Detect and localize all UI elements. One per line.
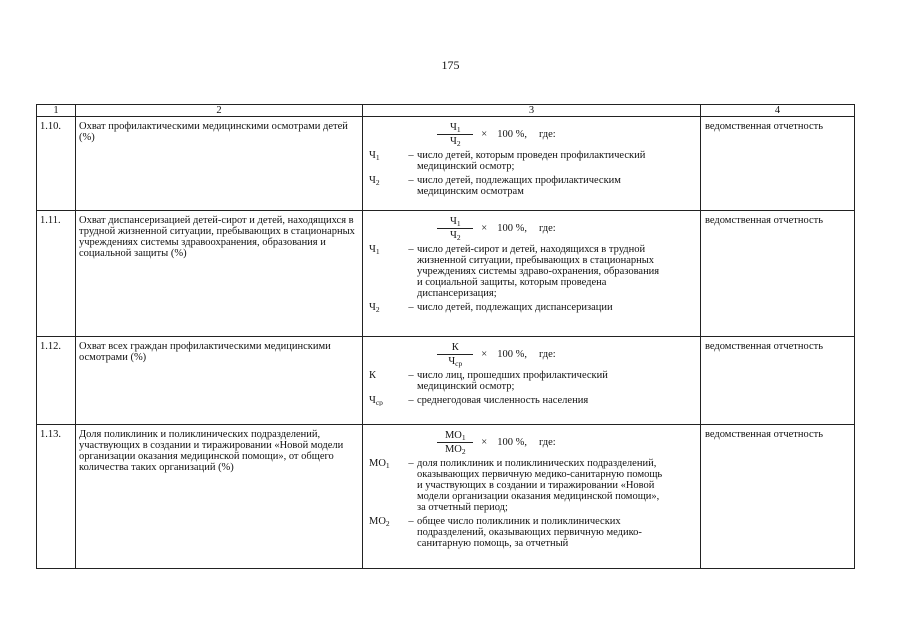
definition [369, 516, 694, 549]
percent-factor: 100 %, [497, 437, 527, 448]
data-source: ведомственная отчетность [701, 117, 855, 211]
row-number: 1.12. [37, 337, 76, 425]
data-source: ведомственная отчетность [701, 337, 855, 425]
definition-dash: – [408, 370, 414, 381]
row-number: 1.13. [37, 425, 76, 569]
percent-factor: 100 %, [497, 223, 527, 234]
definition [369, 302, 694, 313]
definition-symbol: $Ч_2$ [369, 302, 380, 313]
table-row [37, 425, 855, 569]
denominator: $МО_2$ [444, 444, 466, 456]
definition-symbol: К [369, 370, 377, 381]
definition-text: число детей, подлежащих профилактическим медицинским осмотрам [417, 175, 621, 197]
where-label: где: [538, 129, 556, 140]
definition [369, 150, 694, 172]
table-row [37, 117, 855, 211]
multiply-sign: × [481, 437, 488, 448]
definition-symbol: $Ч_1$ [369, 150, 380, 162]
indicator-name: Охват диспансеризацией детей-сирот и детей, находящихся в трудной жизненной ситуации, пребывающих в стационарных учреждениях системы здравоохранения, образования и социальной защиты (%) [76, 211, 363, 337]
formula [369, 117, 694, 147]
fraction [437, 430, 473, 455]
definition-symbol: $Ч_2$ [369, 175, 380, 187]
percent-factor: 100 %, [497, 349, 527, 360]
formula [369, 425, 694, 455]
numerator: $МО_1$ [437, 430, 473, 443]
definition-dash: – [408, 302, 414, 313]
where-label: где: [538, 437, 556, 448]
header-col-3: 3 [363, 105, 701, 117]
formula-cell [363, 117, 701, 211]
page-number: 175 [441, 58, 460, 72]
definition-symbol: $Ч_{ср}$ [369, 395, 383, 406]
definition-dash: – [408, 516, 414, 527]
definition-text: доля поликлиник и поликлинических подразделений, оказывающих первичную медико-санитарную помощь и участвующих в создании и тиражировании «Новой модели организации оказания медицинской помощи», за отчетный период; [417, 458, 663, 513]
row-number: 1.11. [37, 211, 76, 337]
formula-cell [363, 337, 701, 425]
table-row [37, 337, 855, 425]
multiply-sign: × [481, 223, 488, 234]
multiply-sign: × [481, 349, 488, 360]
fraction [437, 122, 473, 147]
definition-text: число детей-сирот и детей, находящихся в трудной жизненной ситуации, пребывающих в стационарных учреждениях системы здраво-охранения, образования и социальной защиты, которым проведена диспансеризация; [417, 244, 660, 299]
percent-factor: 100 %, [497, 129, 527, 140]
denominator: $Ч_2$ [450, 136, 461, 148]
fraction [437, 342, 473, 367]
numerator: $Ч_1$ [437, 122, 473, 135]
definition-text: число детей, подлежащих диспансеризации [417, 302, 613, 313]
data-source: ведомственная отчетность [701, 211, 855, 337]
definition-dash: – [408, 244, 414, 255]
row-number: 1.10. [37, 117, 76, 211]
formula-cell [363, 425, 701, 569]
indicator-name: Охват профилактическими медицинскими осмотрами детей (%) [76, 117, 363, 211]
numerator: К [437, 342, 473, 355]
table-row [37, 211, 855, 337]
definition [369, 175, 694, 197]
where-label: где: [538, 349, 556, 360]
definition [369, 458, 694, 513]
definition-symbol: $МО_1$ [369, 458, 390, 470]
table-header-row [37, 105, 855, 117]
definition-text: число лиц, прошедших профилактический медицинский осмотр; [417, 370, 608, 392]
definition [369, 244, 694, 299]
fraction [437, 216, 473, 241]
formula [369, 337, 694, 367]
definition [369, 370, 694, 392]
header-col-1: 1 [37, 105, 76, 117]
formula [369, 211, 694, 241]
formula-cell [363, 211, 701, 337]
definition-text: общее число поликлиник и поликлинических подразделений, оказывающих первичную медико-санитарную помощь, за отчетный [417, 516, 642, 549]
definition [369, 395, 694, 406]
definition-dash: – [408, 395, 414, 406]
denominator: $Ч_2$ [450, 230, 461, 242]
header-col-2: 2 [76, 105, 363, 117]
header-col-4: 4 [701, 105, 855, 117]
definition-dash: – [408, 150, 414, 161]
indicator-table [36, 104, 855, 569]
indicator-name: Доля поликлиник и поликлинических подразделений, участвующих в создании и тиражировании «Новой модели организации оказания медицинской помощи», от общего количества таких организаций (%) [76, 425, 363, 569]
definition-text: число детей, которым проведен профилактический медицинский осмотр; [417, 150, 646, 172]
data-source: ведомственная отчетность [701, 425, 855, 569]
indicator-name: Охват всех граждан профилактическими медицинскими осмотрами (%) [76, 337, 363, 425]
definition-symbol: $Ч_1$ [369, 244, 380, 256]
definition-text: среднегодовая численность населения [417, 395, 589, 406]
definition-dash: – [408, 175, 414, 186]
numerator: $Ч_1$ [437, 216, 473, 229]
where-label: где: [538, 223, 556, 234]
definition-symbol: $МО_2$ [369, 516, 390, 528]
denominator: $Ч_{ср}$ [448, 356, 463, 368]
multiply-sign: × [481, 129, 488, 140]
definition-dash: – [408, 458, 414, 469]
